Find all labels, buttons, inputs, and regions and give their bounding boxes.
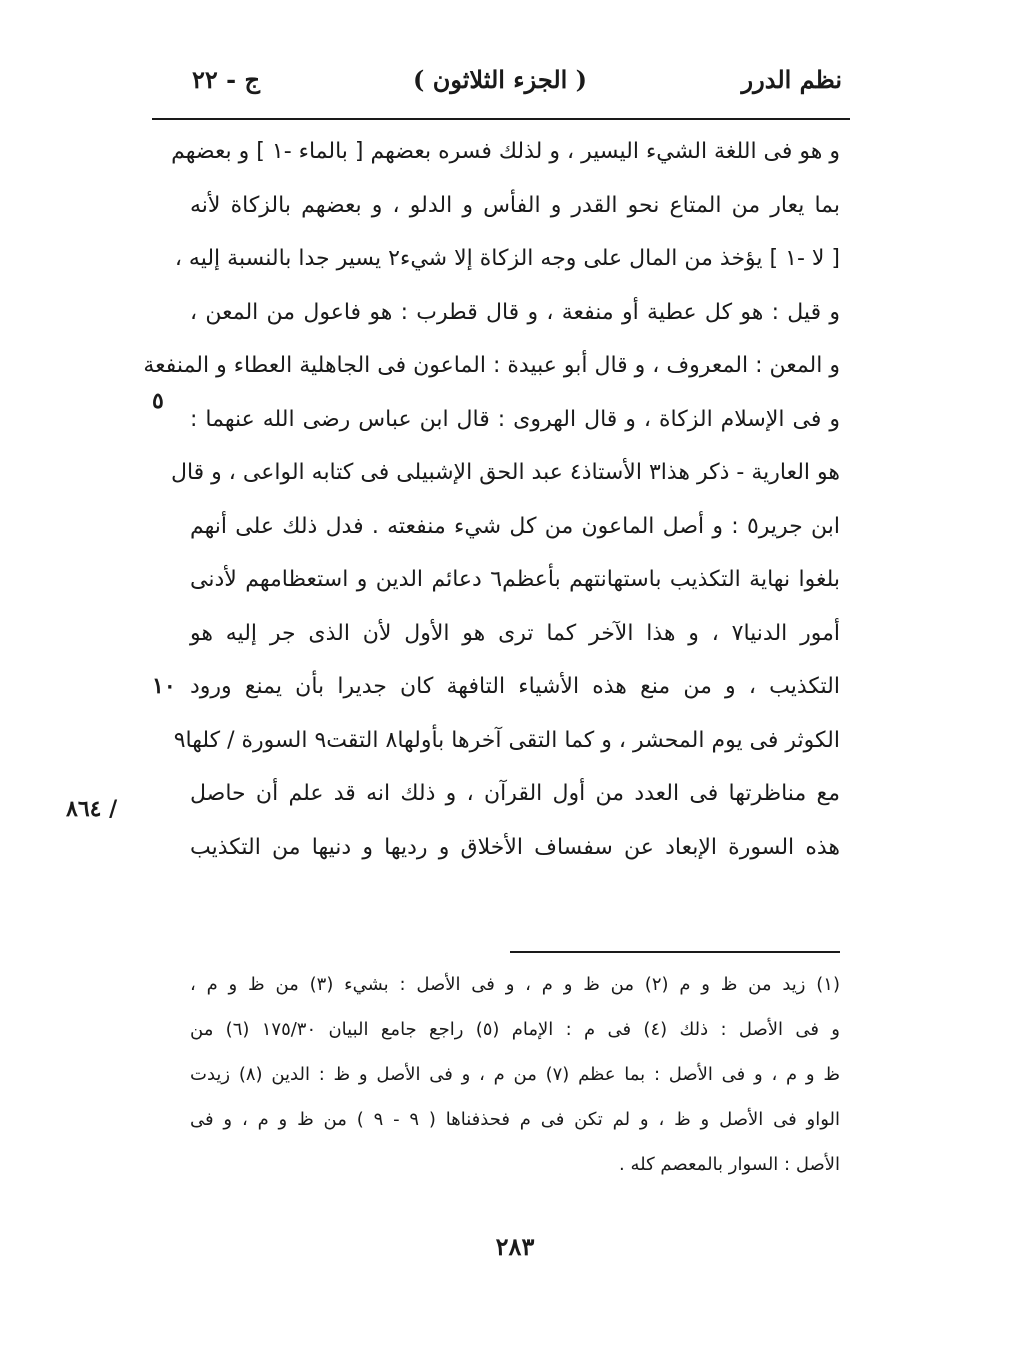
line-number-10: ١٠: [152, 673, 176, 699]
text-line: و قيل : هو كل عطية أو منفعة ، و قال قطرب : هو فاعول من المعن ،: [190, 299, 840, 325]
footnotes: [190, 962, 840, 1187]
text-line: هو العارية - ذكر هذا٣ الأستاذ٤ عبد الحق الإشبيلى فى كتابه الواعى ، و قال: [170, 460, 840, 485]
header-volume-number: ج - ٢٢: [192, 65, 260, 94]
footnote-line: و فى الأصل : ذلك (٤) فى م : الإمام (٥) راجع جامع البيان ١٧٥/٣٠ (٦) من: [190, 1019, 840, 1040]
text-line: ابن جرير٥ : و أصل الماعون من كل شيء منفعته . فدل ذلك على أنهم: [190, 513, 841, 539]
margin-folio-reference: / ٨٦٤: [66, 796, 118, 822]
footnote-line: الواو فى الأصل و ظ ، و لم تكن فى م فحذفناها ( ٩ - ٩ ) من ظ و م ، و فى: [190, 1109, 840, 1130]
running-header: [150, 58, 850, 102]
footnote-line: الأصل : السوار بالمعصم كله .: [619, 1154, 840, 1175]
text-line: بلغوا نهاية التكذيب باستهانتهم بأعظم٦ دعائم الدين و استعظامهم لأدنى: [190, 567, 840, 592]
text-line: [ لا -١ ] يؤخذ من المال على وجه الزكاة إلا شيء٢ يسير جدا بالنسبة إليه ،: [174, 246, 840, 271]
text-line: الكوثر فى يوم المحشر ، و كما التقى آخرها بأولها٨ التقت٩ السورة / كلها٩: [173, 727, 840, 753]
text-line: بما يعار من المتاع نحو القدر و الفأس و الدلو ، و بعضهم بالزكاة لأنه: [190, 192, 840, 218]
header-volume-title: ( الجزء الثلاثون ): [412, 65, 588, 94]
text-line: و المعن : المعروف ، و قال أبو عبيدة : الماعون فى الجاهلية العطاء و المنفعة: [143, 353, 840, 378]
header-divider: [152, 118, 850, 120]
footnote-line: ظ و م ، و فى الأصل : بما عظم (٧) من م ، و فى الأصل و ظ : الدين (٨) زيدت: [190, 1064, 841, 1085]
line-number-5: ٥: [152, 388, 164, 414]
text-line: أمور الدنيا٧ ، و هذا الآخر كما ترى هو الأول لأن الذى جر إليه هو: [190, 620, 840, 646]
text-line: مع مناظرتها فى العدد من أول القرآن ، و ذلك انه قد علم أن حاصل: [190, 781, 840, 806]
text-line: و فى الإسلام الزكاة ، و قال الهروى : قال ابن عباس رضى الله عنهما :: [190, 406, 840, 432]
header-book-title: نظم الدرر: [741, 65, 842, 94]
text-line: و هو فى اللغة الشيء اليسير ، و لذلك فسره بعضهم [ بالماء -١ ] و بعضهم: [171, 139, 840, 164]
text-line: التكذيب ، و من منع هذه الأشياء التافهة كان جديرا بأن يمنع ورود: [190, 674, 840, 699]
footnote-divider: [510, 951, 840, 953]
page-number: ٢٨٣: [495, 1232, 535, 1261]
text-line: هذه السورة الإبعاد عن سفساف الأخلاق و رديها و دنيها من التكذيب: [190, 834, 840, 860]
footnote-line: (١) زيد من ظ و م (٢) من ظ و م ، و فى الأصل : بشيء (٣) من ظ و م ،: [190, 974, 840, 995]
